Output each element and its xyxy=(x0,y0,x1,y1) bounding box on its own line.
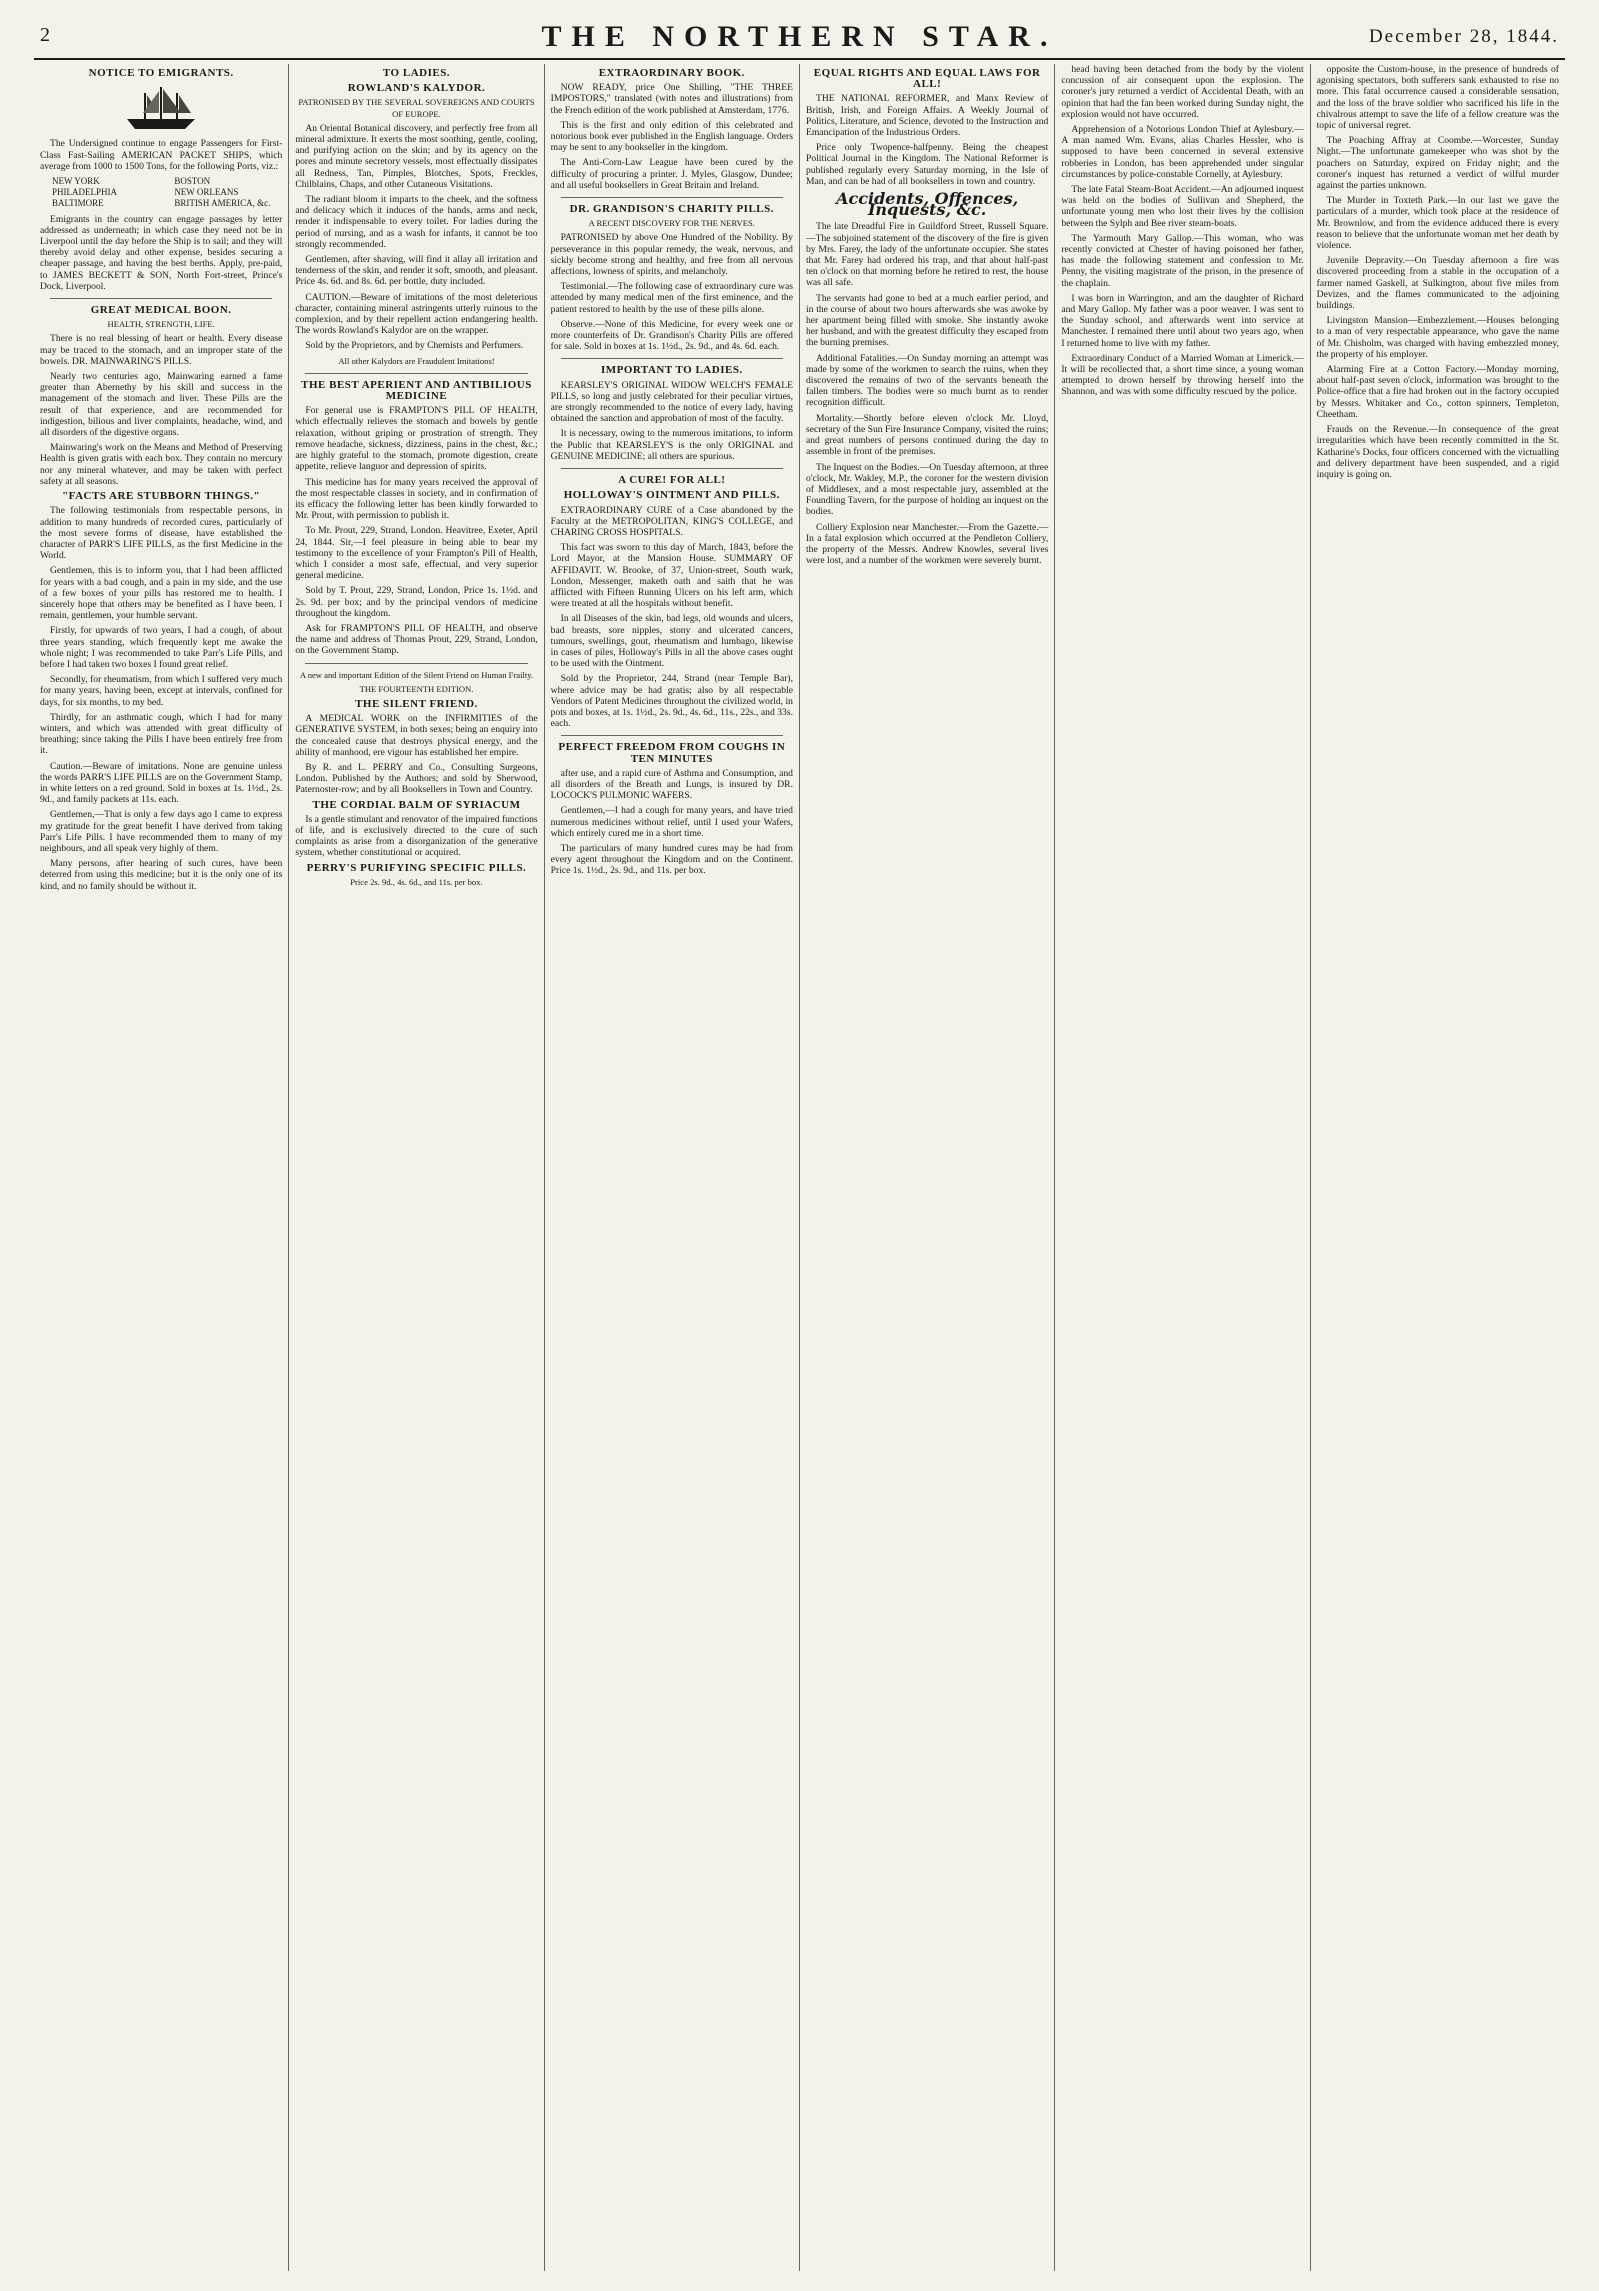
column-2 xyxy=(289,64,544,2271)
article-paragraph: A MEDICAL WORK on the INFIRMITIES of the GENERATIVE SYSTEM, in both sexes; being an enquiry into the concealed cause that destroys physical energy, and the ability of manhood, ere vigour has established her empire. xyxy=(295,713,538,758)
headline: DR. GRANDISON'S CHARITY PILLS. xyxy=(569,203,774,216)
column-3 xyxy=(545,64,800,2271)
article-paragraph: Additional Fatalities.—On Sunday morning an attempt was made by some of the workmen to search the ruins, when they discovered the remains of two of the servants beneath the fallen timbers. The bodies were so much burnt as to render recognition difficult. xyxy=(805,352,1049,409)
masthead xyxy=(34,18,1565,60)
article-paragraph: By R. and L. PERRY and Co., Consulting Surgeons, London. Published by the Authors; and sold by Sherwood, Paternoster-row; and by all Booksellers in Town and Country. xyxy=(295,761,538,796)
article-paragraph: Gentlemen,—That is only a few days ago I came to express my gratitude for the great benefit I have derived from taking Parr's Life Pills. I have recommended them to many of my neighbours, and all speak very highly of them. xyxy=(40,809,283,854)
article-paragraph: Emigrants in the country can engage passages by letter addressed as underneath; in which case they need not be in Liverpool until the day before the Ship is to sail; and they will thereby avoid delay and other expense, besides securing a cheaper passage, and having the best berths. Apply, pre-paid, to JAMES BECKETT & SON, North Fort-street, Prince's Dock, Liverpool. xyxy=(40,213,283,292)
article-paragraph: The radiant bloom it imparts to the cheek, and the softness and delicacy which it induces of the hands, arms and neck, render it indispensable to every toilet. For ladies during the period of nursing, and as a wash for infants, it cannot be too strongly recommended. xyxy=(295,194,538,250)
headline: EQUAL RIGHTS AND EQUAL LAWS FOR ALL! xyxy=(813,67,1041,91)
article-paragraph: Frauds on the Revenue.—In consequence of the great irregularities which have been recently committed in the St. Katharine's Docks, four officers concerned with the victualling and delivery department have been suspended, and a rigid inquiry is going on. xyxy=(1316,424,1559,480)
headline: GREAT MEDICAL BOON. xyxy=(90,304,232,317)
port-name: PHILADELPHIA xyxy=(52,187,117,198)
article-paragraph: Firstly, for upwards of two years, I had a cough, of about three years standing, which frequently kept me awake the whole night; I was recommended to take Parr's Life Pills, and before I had taken two boxes I found great relief. xyxy=(40,625,283,670)
column-rule xyxy=(561,735,783,736)
article-paragraph: The Anti-Corn-Law League have been cured by the difficulty of procuring a printer. J. Myles, Glasgow, Dundee; and all useful booksellers in Great Britain and Ireland. xyxy=(550,157,793,191)
headline: THE SILENT FRIEND. xyxy=(355,697,478,710)
article-paragraph: The late Fatal Steam-Boat Accident.—An adjourned inquest was held on the bodies of Sullivan and Shepherd, the unfortunate young men who lost their lives by the collision between the Sylph and Bee river steam-boats. xyxy=(1061,184,1304,229)
article-paragraph: Mortality.—Shortly before eleven o'clock Mr. Lloyd, secretary of the Sun Fire Insurance Company, visited the ruins; and great numbers of persons continued during the day to assemble in front of the premises. xyxy=(805,412,1049,458)
article-paragraph: Ask for FRAMPTON'S PILL OF HEALTH, and observe the name and address of Thomas Prout, 229, Strand, London, on the Government Stamp. xyxy=(295,622,538,657)
article-paragraph: For general use is FRAMPTON'S PILL OF HEALTH, which effectually relieves the stomach and bowels by gentle relaxation, without griping or prostration of strength. They remove headache, sickness, dizziness, pains in the chest, &c.; are highly grateful to the stomach, promote digestion, create appetite, relieve languor and depression of spirits. xyxy=(295,405,538,473)
article-paragraph: EXTRAORDINARY CURE of a Case abandoned by the Faculty at the METROPOLITAN, KING'S COLLEGE, and CHARING CROSS HOSPITALS. xyxy=(550,504,793,538)
headline: "FACTS ARE STUBBORN THINGS." xyxy=(62,490,261,503)
column-1 xyxy=(34,64,289,2271)
article-paragraph: PATRONISED by above One Hundred of the Nobility. By perseverance in this popular remedy, the weak, nervous, and sickly become strong and healthy, and free from all nervous affections, lowness of spirits, and melancholy. xyxy=(550,232,793,278)
port-name: NEW ORLEANS xyxy=(174,187,239,198)
article-paragraph: Extraordinary Conduct of a Married Woman at Limerick.—It will be recollected that, a short time since, a young woman attempted to drown herself by throwing herself into the Shannon, and was with some difficulty rescued by the police. xyxy=(1061,352,1304,398)
article-paragraph: Sold by the Proprietors, and by Chemists and Perfumers. xyxy=(305,340,524,352)
subheading: Price 2s. 9d., 4s. 6d., and 11s. per box. xyxy=(350,876,483,887)
column-rule xyxy=(561,358,783,359)
article-paragraph: The Inquest on the Bodies.—On Tuesday afternoon, at three o'clock, Mr. Wakley, M.P., the coroner for the western division of Middlesex, and a most respectable jury, assembled at the Foundling Tavern, for the purpose of holding an inquest on the bodies. xyxy=(805,461,1049,518)
article-paragraph: Alarming Fire at a Cotton Factory.—Monday morning, about half-past seven o'clock, information was brought to the Police-office that a fire had broken out in the factory occupied by Messrs. Whitaker and Co., cotton spinners, Templeton, Cheetham. xyxy=(1316,364,1559,420)
article-paragraph: There is no real blessing of heart or health. Every disease may be traced to the stomach, and an improper state of the bowels. DR. MAINWARING'S PILLS. xyxy=(40,333,283,367)
headline: PERFECT FREEDOM FROM COUGHS IN TEN MINUTES xyxy=(558,741,786,765)
article-paragraph: THE NATIONAL REFORMER, and Manx Review of British, Irish, and Foreign Affairs. A Weekly Journal of Politics, Literature, and Science, devoted to the Instruction and Emancipation of the Industrious Orders. xyxy=(805,93,1049,139)
article-paragraph: I was born in Warrington, and am the daughter of Richard and Mary Gallop. My father was a poor weaver. I was sent to the Sunday school, and afterwards went into service at Manchester. I remained there until about two years ago, when I returned home to live with my father. xyxy=(1061,292,1304,349)
article-paragraph: KEARSLEY'S ORIGINAL WIDOW WELCH'S FEMALE PILLS, so long and justly celebrated for their peculiar virtues, are strongly recommended to the notice of every lady, having obtained the sanction and approbation of most of the faculty. xyxy=(550,379,793,425)
page-number: 2 xyxy=(40,24,50,46)
subheading: THE FOURTEENTH EDITION. xyxy=(359,683,474,694)
article-paragraph: This fact was sworn to this day of March, 1843, before the Lord Mayor, at the Mansion House. SUMMARY OF AFFIDAVIT. W. Brooke, of 37, Union-street, South wark, London, Messenger, maketh oath and saith that he was afflicted with Fifteen Running Ulcers on his left arm, which were treated at all the hospitals without benefit. xyxy=(550,542,793,610)
port-group-right xyxy=(174,176,270,210)
article-paragraph: Caution.—Beware of imitations. None are genuine unless the words PARR'S LIFE PILLS are on the Government Stamp, in white letters on a red ground. Sold in boxes at 1s. 1½d., 2s. 9d., and family packets at 11s. each. xyxy=(40,760,283,806)
article-paragraph: Sold by the Proprietor, 244, Strand (near Temple Bar), where advice may be had gratis; also by all respectable Vendors of Patent Medicines throughout the civilized world, in pots and boxes, at 1s. 1½d., 2s. 9d., 4s. 6d., 11s., 22s., and 33s. each. xyxy=(550,673,793,730)
headline: ROWLAND'S KALYDOR. xyxy=(347,82,486,95)
port-group-left xyxy=(52,176,117,210)
port-name: NEW YORK xyxy=(52,176,100,187)
article-paragraph: To Mr. Prout, 229, Strand, London. Heavitree, Exeter, April 24, 1844. Sir,—I feel pleasure in being able to bear my testimony to the excellence of your Frampton's Pill of Health, which I consider a most safe, effectual, and very superior general medicine. xyxy=(295,525,538,582)
article-paragraph: In all Diseases of the skin, bad legs, old wounds and ulcers, bad breasts, sore nipples, stony and ulcerated cancers, tumours, swellings, gout, rheumatism and lumbago, likewise in cases of piles, Holloway's Pills in all the above cases ought to be used with the Ointment. xyxy=(550,613,793,670)
article-paragraph: Apprehension of a Notorious London Thief at Aylesbury.—A man named Wm. Evans, alias Charles Hessler, who is supposed to have been concerned in several extensive robberies in London, has been apprehended under singular circumstances by police-constable Cornelly, at Aylesbury. xyxy=(1061,124,1304,180)
article-paragraph: Juvenile Depravity.—On Tuesday afternoon a fire was discovered proceeding from a stable in the occupation of a farmer named Gaskell, at Sulkington, about five miles from Devizes, and the flames communicated to the adjoining buildings. xyxy=(1316,255,1559,312)
article-paragraph: Colliery Explosion near Manchester.—From the Gazette.—In a fatal explosion which occurred at the Pendleton Colliery, the property of the Messrs. Andrew Knowles, several lives were lost, and a number of the workmen were severely burnt. xyxy=(805,521,1049,567)
article-paragraph: The Murder in Toxteth Park.—In our last we gave the particulars of a murder, which took place at the residence of Mr. Brownlow, and from the evidence adduced there is every reason to believe that the unfortunate woman met her death by violence. xyxy=(1316,195,1559,252)
column-rule xyxy=(305,373,527,374)
port-name: BALTIMORE xyxy=(52,198,104,209)
article-paragraph: An Oriental Botanical discovery, and perfectly free from all mineral admixture. It exerts the most soothing, gentle, cooling, and purifying action on the skin; and by its agency on the pores and minute secretory vessels, most effectually dissipates all Redness, Tan, Pimples, Blotches, Spots, Freckles, Chilblains, Chaps, and other Cutaneous Visitations. xyxy=(295,122,538,190)
article-paragraph: Secondly, for rheumatism, from which I suffered very much for many years, having been, except at intervals, confined for days, for six months, to my bed. xyxy=(40,674,283,708)
article-paragraph: This is the first and only edition of this celebrated and notorious book ever published in the English language. Orders may be sent to any bookseller in the kingdom. xyxy=(550,119,793,154)
column-rule xyxy=(305,663,527,664)
article-paragraph: Sold by T. Prout, 229, Strand, London, Price 1s. 1½d. and 2s. 9d. per box; and by the principal vendors of medicine throughout the kingdom. xyxy=(295,585,538,619)
port-name: BRITISH AMERICA, &c. xyxy=(174,198,271,209)
article-paragraph: Observe.—None of this Medicine, for every week one or more counterfeits of Dr. Grandison's Charity Pills are offered for sale. Sold in boxes at 1s. 1½d., 2s. 9d., and 4s. 6d. each. xyxy=(550,318,793,353)
article-columns xyxy=(34,64,1565,2271)
port-name: BOSTON xyxy=(174,176,211,187)
headline: NOTICE TO EMIGRANTS. xyxy=(88,67,234,79)
article-paragraph: Is a gentle stimulant and renovator of the impaired functions of life, and is exclusively directed to the cure of such complaints as arise from a disorganization of the generative system, whether constitutional or acquired. xyxy=(295,813,538,859)
article-paragraph: Gentlemen,—I had a cough for many years, and have tried numerous medicines without relief, until I used your Wafers, which entirely cured me in a short time. xyxy=(550,805,793,839)
issue-date: December 28, 1844. xyxy=(1368,26,1559,47)
subheading: All other Kalydors are Fraudulent Imitations! xyxy=(338,355,495,366)
article-paragraph: It is necessary, owing to the numerous imitations, to inform the Public that KEARSLEY'S is the only ORIGINAL and GENUINE MEDICINE; all others are spurious. xyxy=(550,428,793,462)
subheading: HEALTH, STRENGTH, LIFE. xyxy=(107,319,215,330)
article-paragraph: Gentlemen, this is to inform you, that I had been afflicted for years with a bad cough, and a pain in my side, and the use of a few boxes of your pills has restored me to health. I sincerely hope that others may be benefited as I have been. I remain, gentlemen, your humble servant. xyxy=(40,565,283,622)
article-paragraph: The Poaching Affray at Coombe.—Worcester, Sunday Night.—The unfortunate gamekeeper who was shot by the poachers on Saturday, expired on Friday night; and the coroner's inquest has returned a verdict of wilful murder against the parties unknown. xyxy=(1316,135,1559,192)
headline: HOLLOWAY'S OINTMENT AND PILLS. xyxy=(563,489,780,502)
subheading: PATRONISED BY THE SEVERAL SOVEREIGNS AND COURTS OF EUROPE. xyxy=(298,97,535,119)
article-paragraph: Thirdly, for an asthmatic cough, which I had for many winters, and which was attended with great difficulty of breathing; since taking the Pills I have been entirely free from it. xyxy=(40,711,283,757)
article-paragraph: The late Dreadful Fire in Guildford Street, Russell Square.—The subjoined statement of the discovery of the fire is given by Mrs. Farey, the lady of the unfortunate occupier. She states that Mr. Farey had ordered his trap, and that about half-past ten o'clock on that morning before he retired to rest, the house was all safe. xyxy=(805,221,1049,289)
column-rule xyxy=(561,468,783,469)
article-paragraph: The particulars of many hundred cures may be had from every agent throughout the Kingdom and on the Continent. Price 1s. 1½d., 2s. 9d., and 11s. per box. xyxy=(550,842,793,877)
article-paragraph: Nearly two centuries ago, Mainwaring earned a fame greater than Abernethy by his skill and success in the management of the stomach and liver. These Pills are the result of that experience, and are recommended for indigestion, bilious and liver complaints, headache, wind, and all disorders of the digestive organs. xyxy=(40,371,283,439)
article-paragraph: Price only Twopence-halfpenny. Being the cheapest Political Journal in the Kingdom. The National Reformer is published regularly every Saturday morning, in the Isle of Man, and can be had of all booksellers in town and country. xyxy=(805,142,1049,187)
article-paragraph: Mainwaring's work on the Means and Method of Preserving Health is given gratis with each box. They contain no mercury nor any mineral whatever, and may be taken with perfect safety at all seasons. xyxy=(40,442,283,487)
article-paragraph: This medicine has for many years received the approval of the most respectable classes in society, and in confirmation of its efficacy the following letter has been kindly forwarded to Mr. Prout, with permission to publish it. xyxy=(295,476,538,522)
article-paragraph: The servants had gone to bed at a much earlier period, and in the course of about two hours afterwards she was awoke by her apartment being filled with smoke. She instantly awoke her husband, and with the greatest difficulty they escaped from the burning premises. xyxy=(805,292,1049,349)
article-paragraph: NOW READY, price One Shilling, "THE THREE IMPOSTORS," translated (with notes and illustrations) from the French edition of the work published at Amsterdam, 1776. xyxy=(550,82,793,116)
subheading: A RECENT DISCOVERY FOR THE NERVES. xyxy=(588,218,755,229)
section-heading: Accidents, Offences, Inquests, &c. xyxy=(836,189,1019,220)
headline: EXTRAORDINARY BOOK. xyxy=(598,67,745,79)
article-paragraph: The following testimonials from respectable persons, in addition to many hundreds of recorded cures, particularly of the most severe forms of disease, have established the character of PARR'S LIFE PILLS, as the first Medicine in the World. xyxy=(40,505,283,562)
headline: A CURE! FOR ALL! xyxy=(618,474,726,487)
article-paragraph: Many persons, after hearing of such cures, have been deterred from using this medicine; but it is the only one of its kind, and no family should be without it. xyxy=(40,858,283,892)
headline: PERRY'S PURIFYING SPECIFIC PILLS. xyxy=(306,861,527,874)
column-5 xyxy=(1055,64,1310,2271)
column-rule xyxy=(561,197,783,198)
article-paragraph: opposite the Custom-house, in the presence of hundreds of agonising spectators, both sufferers sank exhausted to rise no more. This fatal occurrence caused a considerable sensation, and the loss of the brave soldier who sacrificed his life in the chivalrous attempt to save the life of a fellow creature was the topic of universal regret. xyxy=(1316,64,1559,132)
article-paragraph: after use, and a rapid cure of Asthma and Consumption, and all disorders of the Breath and Lungs, is insured by DR. LOCOCK'S PULMONIC WAFERS. xyxy=(550,767,793,802)
column-6 xyxy=(1311,64,1565,2271)
article-paragraph: Livingston Mansion—Embezzlement.—Houses belonging to a man of very respectable appearance, who gave the name of Mr. Chisholm, was charged with having embezzled money, the property of his employer. xyxy=(1316,315,1559,360)
article-paragraph: The Undersigned continue to engage Passengers for First-Class Fast-Sailing AMERICAN PACKET SHIPS, which average from 1000 to 1500 Tons, for the following Ports, viz.: xyxy=(40,138,283,172)
ship-icon xyxy=(40,83,282,134)
headline: THE BEST APERIENT AND ANTIBILIOUS MEDICINE xyxy=(301,378,532,403)
port-list xyxy=(40,176,282,210)
headline: TO LADIES. xyxy=(382,67,451,79)
article-paragraph: The Yarmouth Mary Gallop.—This woman, who was recently convicted at Chester of having poisoned her father, has made the following statement and confession to Mr. Penny, the visiting magistrate of the prison, in the presence of the chaplain. xyxy=(1061,232,1304,289)
article-paragraph: CAUTION.—Beware of imitations of the most deleterious character, containing mineral astringents utterly ruinous to the complexion, and by their repellent action endangering health. The words Rowland's Kalydor are on the wrapper. xyxy=(295,291,538,337)
article-paragraph: Gentlemen, after shaving, will find it allay all irritation and tenderness of the skin, and render it soft, smooth, and pleasant. Price 4s. 6d. and 8s. 6d. per bottle, duty included. xyxy=(295,254,538,288)
article-paragraph: head having been detached from the body by the violent concussion of air consequent upon the explosion. The coroner's jury returned a verdict of Accidental Death, with an opinion that had the fan been worked during Sunday night, the explosion would not have occurred. xyxy=(1061,64,1304,120)
newspaper-title: THE NORTHERN STAR. xyxy=(541,20,1058,53)
article-paragraph: Testimonial.—The following case of extraordinary cure was attended by many medical men of the first eminence, and the patient restored to health by the use of these pills alone. xyxy=(550,281,793,315)
headline: IMPORTANT TO LADIES. xyxy=(600,364,743,377)
headline: THE CORDIAL BALM OF SYRIACUM xyxy=(312,798,521,811)
column-rule xyxy=(50,298,272,299)
subheading: A new and important Edition of the Silent Friend on Human Frailty. xyxy=(299,669,534,680)
column-4 xyxy=(800,64,1055,2271)
